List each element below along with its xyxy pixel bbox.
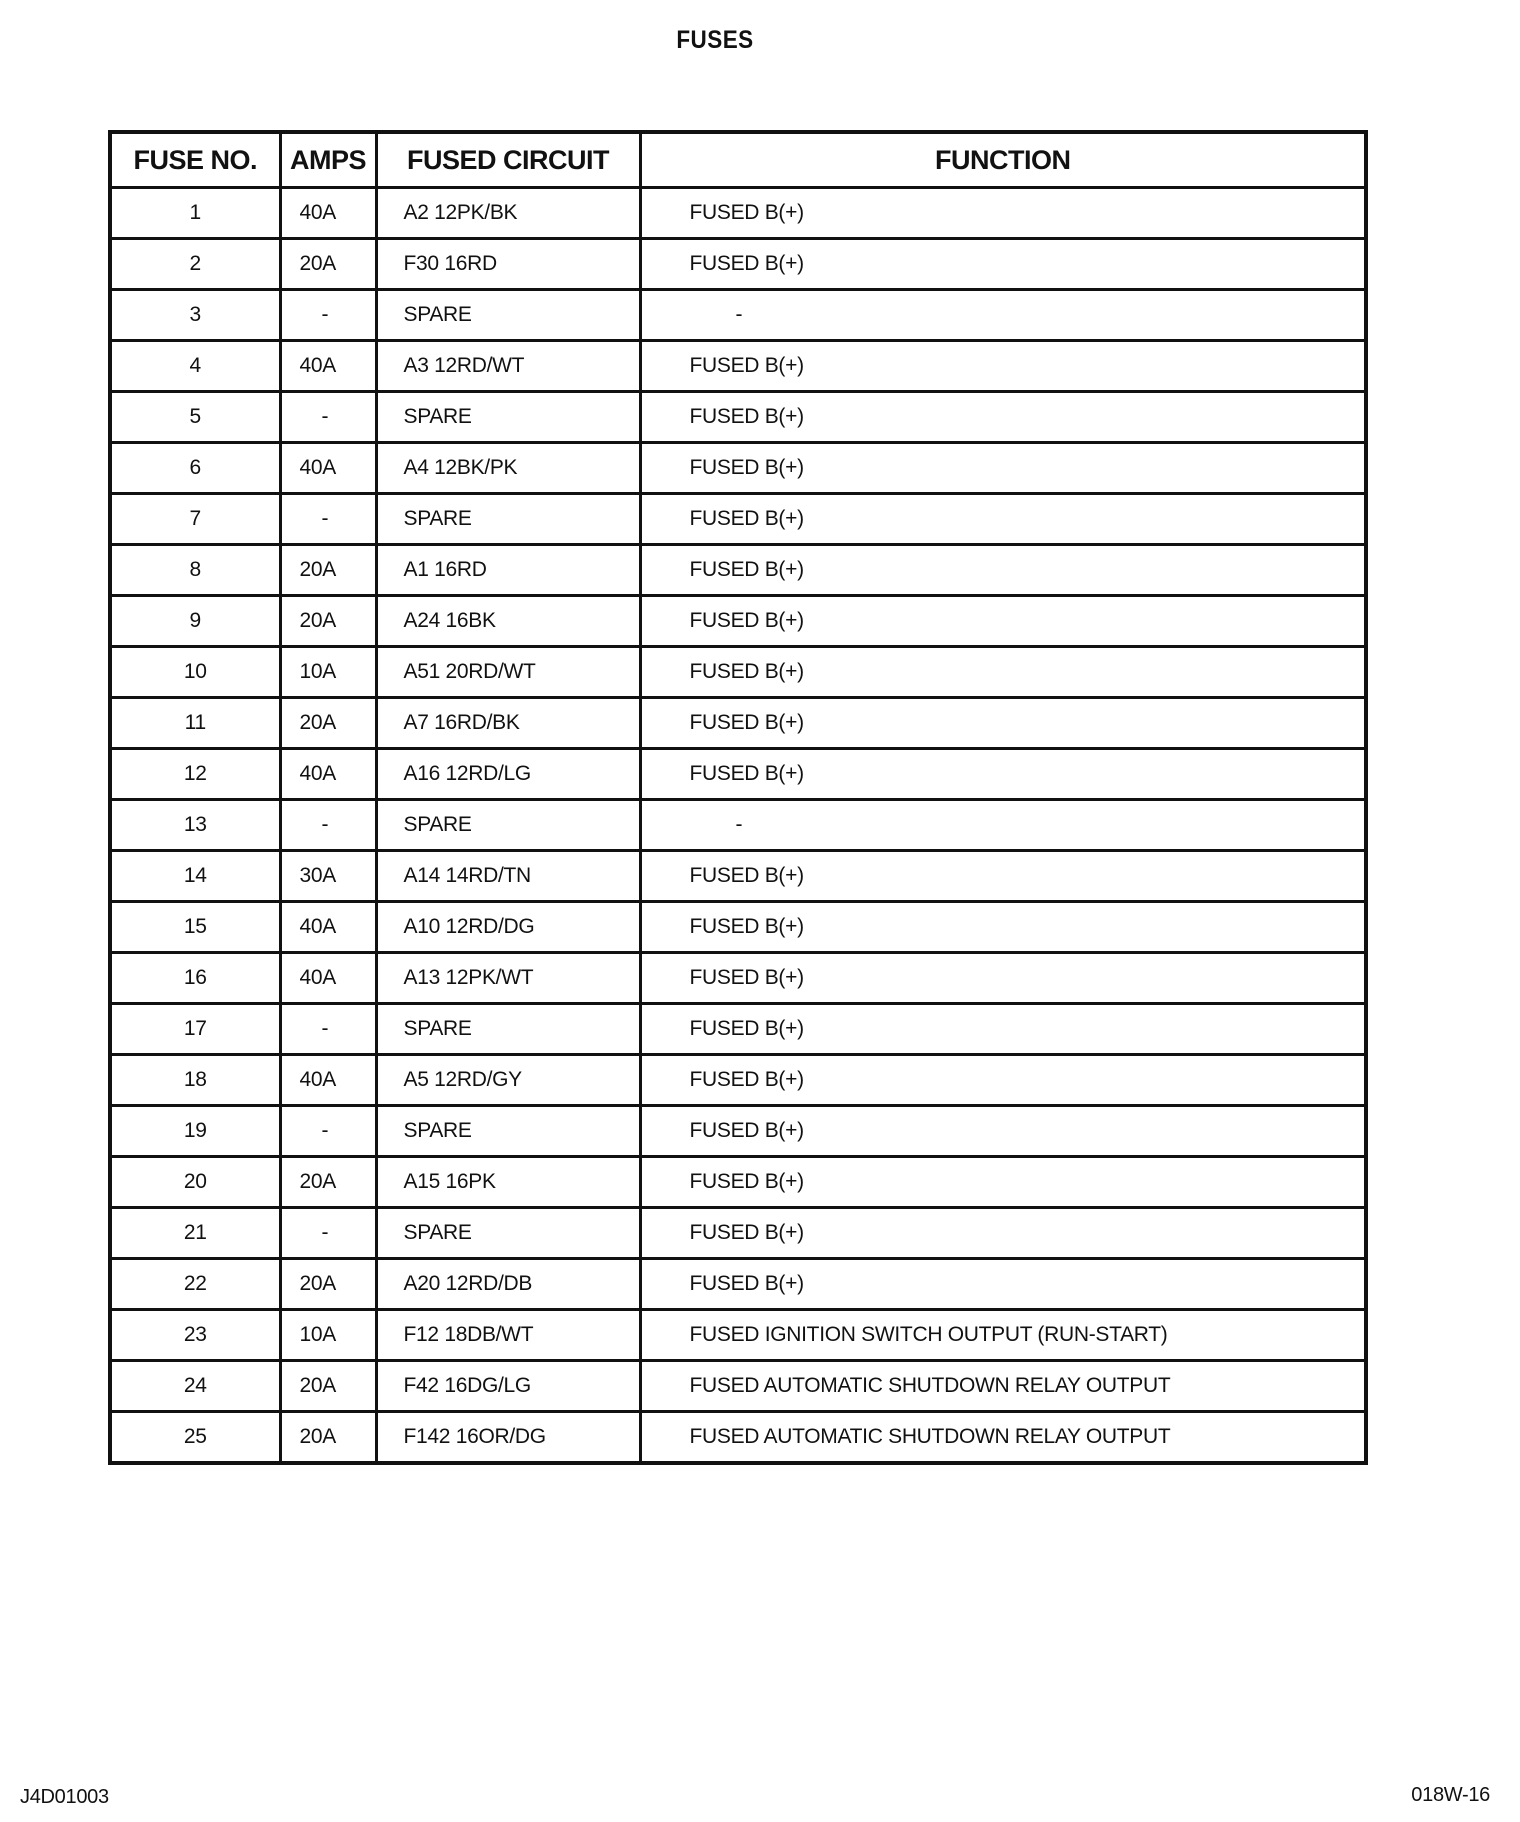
amps-cell: 20A: [280, 1361, 376, 1412]
function-cell: FUSED B(+): [640, 1055, 1366, 1106]
table-row: [110, 1157, 1366, 1208]
fused-circuit-cell: A13 12PK/WT: [376, 953, 640, 1004]
table-row: [110, 341, 1366, 392]
amps-cell: 40A: [280, 443, 376, 494]
table-row: [110, 494, 1366, 545]
amps-cell: -: [280, 1208, 376, 1259]
function-cell: FUSED B(+): [640, 596, 1366, 647]
amps-cell: -: [280, 800, 376, 851]
amps-cell: 10A: [280, 647, 376, 698]
fused-circuit-cell: A24 16BK: [376, 596, 640, 647]
fuse-number-cell: 22: [110, 1259, 280, 1310]
fuse-table: [108, 130, 1368, 1465]
function-cell: FUSED B(+): [640, 392, 1366, 443]
amps-cell: 40A: [280, 902, 376, 953]
amps-cell: 20A: [280, 596, 376, 647]
function-cell: FUSED IGNITION SWITCH OUTPUT (RUN-START): [640, 1310, 1366, 1361]
fuse-number-cell: 7: [110, 494, 280, 545]
fused-circuit-cell: SPARE: [376, 1106, 640, 1157]
fuse-number-cell: 1: [110, 188, 280, 239]
function-cell: FUSED B(+): [640, 239, 1366, 290]
fuse-number-cell: 23: [110, 1310, 280, 1361]
table-row: [110, 1208, 1366, 1259]
fused-circuit-cell: SPARE: [376, 1208, 640, 1259]
amps-cell: -: [280, 392, 376, 443]
fuse-number-cell: 10: [110, 647, 280, 698]
fused-circuit-cell: SPARE: [376, 290, 640, 341]
amps-cell: 20A: [280, 1412, 376, 1464]
amps-cell: -: [280, 1106, 376, 1157]
amps-cell: 40A: [280, 953, 376, 1004]
header-function: FUNCTION: [640, 132, 1366, 188]
table-row: [110, 1106, 1366, 1157]
fuse-number-cell: 11: [110, 698, 280, 749]
function-cell: FUSED AUTOMATIC SHUTDOWN RELAY OUTPUT: [640, 1361, 1366, 1412]
function-cell: FUSED B(+): [640, 188, 1366, 239]
function-cell: FUSED B(+): [640, 1004, 1366, 1055]
function-cell: FUSED AUTOMATIC SHUTDOWN RELAY OUTPUT: [640, 1412, 1366, 1464]
fuse-number-cell: 16: [110, 953, 280, 1004]
table-row: [110, 698, 1366, 749]
function-cell: FUSED B(+): [640, 902, 1366, 953]
fuse-number-cell: 25: [110, 1412, 280, 1464]
table-row: [110, 290, 1366, 341]
table-row: [110, 545, 1366, 596]
function-cell: FUSED B(+): [640, 545, 1366, 596]
fuse-number-cell: 15: [110, 902, 280, 953]
fused-circuit-cell: A1 16RD: [376, 545, 640, 596]
amps-cell: 20A: [280, 545, 376, 596]
amps-cell: -: [280, 290, 376, 341]
function-cell: FUSED B(+): [640, 851, 1366, 902]
fuse-number-cell: 5: [110, 392, 280, 443]
header-row: [110, 132, 1366, 188]
fuse-number-cell: 14: [110, 851, 280, 902]
fused-circuit-cell: A5 12RD/GY: [376, 1055, 640, 1106]
fuse-number-cell: 19: [110, 1106, 280, 1157]
table-row: [110, 800, 1366, 851]
page-title: FUSES: [676, 26, 754, 54]
fused-circuit-cell: A7 16RD/BK: [376, 698, 640, 749]
table-body: [110, 188, 1366, 1464]
fused-circuit-cell: A14 14RD/TN: [376, 851, 640, 902]
fused-circuit-cell: A51 20RD/WT: [376, 647, 640, 698]
fuse-number-cell: 21: [110, 1208, 280, 1259]
function-cell: FUSED B(+): [640, 647, 1366, 698]
fuse-number-cell: 13: [110, 800, 280, 851]
fused-circuit-cell: A15 16PK: [376, 1157, 640, 1208]
function-cell: -: [640, 800, 1366, 851]
table-row: [110, 443, 1366, 494]
fuse-number-cell: 3: [110, 290, 280, 341]
fused-circuit-cell: F12 18DB/WT: [376, 1310, 640, 1361]
fused-circuit-cell: SPARE: [376, 800, 640, 851]
fuse-number-cell: 6: [110, 443, 280, 494]
table-row: [110, 239, 1366, 290]
function-cell: FUSED B(+): [640, 953, 1366, 1004]
amps-cell: -: [280, 1004, 376, 1055]
fuse-number-cell: 18: [110, 1055, 280, 1106]
table-row: [110, 392, 1366, 443]
fuse-number-cell: 17: [110, 1004, 280, 1055]
fused-circuit-cell: A10 12RD/DG: [376, 902, 640, 953]
function-cell: FUSED B(+): [640, 494, 1366, 545]
fuse-number-cell: 9: [110, 596, 280, 647]
header-fused-circuit: FUSED CIRCUIT: [376, 132, 640, 188]
fuse-number-cell: 8: [110, 545, 280, 596]
table-row: [110, 188, 1366, 239]
fuse-number-cell: 12: [110, 749, 280, 800]
amps-cell: 20A: [280, 1157, 376, 1208]
fused-circuit-cell: A2 12PK/BK: [376, 188, 640, 239]
table-row: [110, 1055, 1366, 1106]
fuse-number-cell: 4: [110, 341, 280, 392]
amps-cell: 20A: [280, 698, 376, 749]
amps-cell: 40A: [280, 188, 376, 239]
table-row: [110, 953, 1366, 1004]
amps-cell: 40A: [280, 1055, 376, 1106]
fused-circuit-cell: F42 16DG/LG: [376, 1361, 640, 1412]
function-cell: FUSED B(+): [640, 698, 1366, 749]
fused-circuit-cell: A20 12RD/DB: [376, 1259, 640, 1310]
function-cell: FUSED B(+): [640, 443, 1366, 494]
function-cell: FUSED B(+): [640, 1106, 1366, 1157]
function-cell: FUSED B(+): [640, 749, 1366, 800]
fused-circuit-cell: A4 12BK/PK: [376, 443, 640, 494]
fuse-number-cell: 20: [110, 1157, 280, 1208]
table-header: [110, 132, 1366, 188]
fused-circuit-cell: A16 12RD/LG: [376, 749, 640, 800]
fused-circuit-cell: F142 16OR/DG: [376, 1412, 640, 1464]
table-row: [110, 851, 1366, 902]
page-code: 018W-16: [1411, 1784, 1490, 1806]
function-cell: FUSED B(+): [640, 1208, 1366, 1259]
fused-circuit-cell: SPARE: [376, 1004, 640, 1055]
function-cell: -: [640, 290, 1366, 341]
fused-circuit-cell: F30 16RD: [376, 239, 640, 290]
table-row: [110, 647, 1366, 698]
function-cell: FUSED B(+): [640, 1157, 1366, 1208]
table-row: [110, 749, 1366, 800]
header-fuse-no: FUSE NO.: [110, 132, 280, 188]
amps-cell: -: [280, 494, 376, 545]
fused-circuit-cell: SPARE: [376, 494, 640, 545]
amps-cell: 10A: [280, 1310, 376, 1361]
amps-cell: 30A: [280, 851, 376, 902]
fused-circuit-cell: A3 12RD/WT: [376, 341, 640, 392]
fused-circuit-cell: SPARE: [376, 392, 640, 443]
header-amps: AMPS: [280, 132, 376, 188]
table-row: [110, 902, 1366, 953]
table-row: [110, 1004, 1366, 1055]
table-row: [110, 1412, 1366, 1464]
table-row: [110, 596, 1366, 647]
fuse-number-cell: 24: [110, 1361, 280, 1412]
table-row: [110, 1310, 1366, 1361]
fuse-number-cell: 2: [110, 239, 280, 290]
function-cell: FUSED B(+): [640, 1259, 1366, 1310]
function-cell: FUSED B(+): [640, 341, 1366, 392]
amps-cell: 40A: [280, 341, 376, 392]
table-row: [110, 1259, 1366, 1310]
table-row: [110, 1361, 1366, 1412]
figure-code: J4D01003: [20, 1786, 109, 1808]
amps-cell: 20A: [280, 239, 376, 290]
amps-cell: 20A: [280, 1259, 376, 1310]
amps-cell: 40A: [280, 749, 376, 800]
